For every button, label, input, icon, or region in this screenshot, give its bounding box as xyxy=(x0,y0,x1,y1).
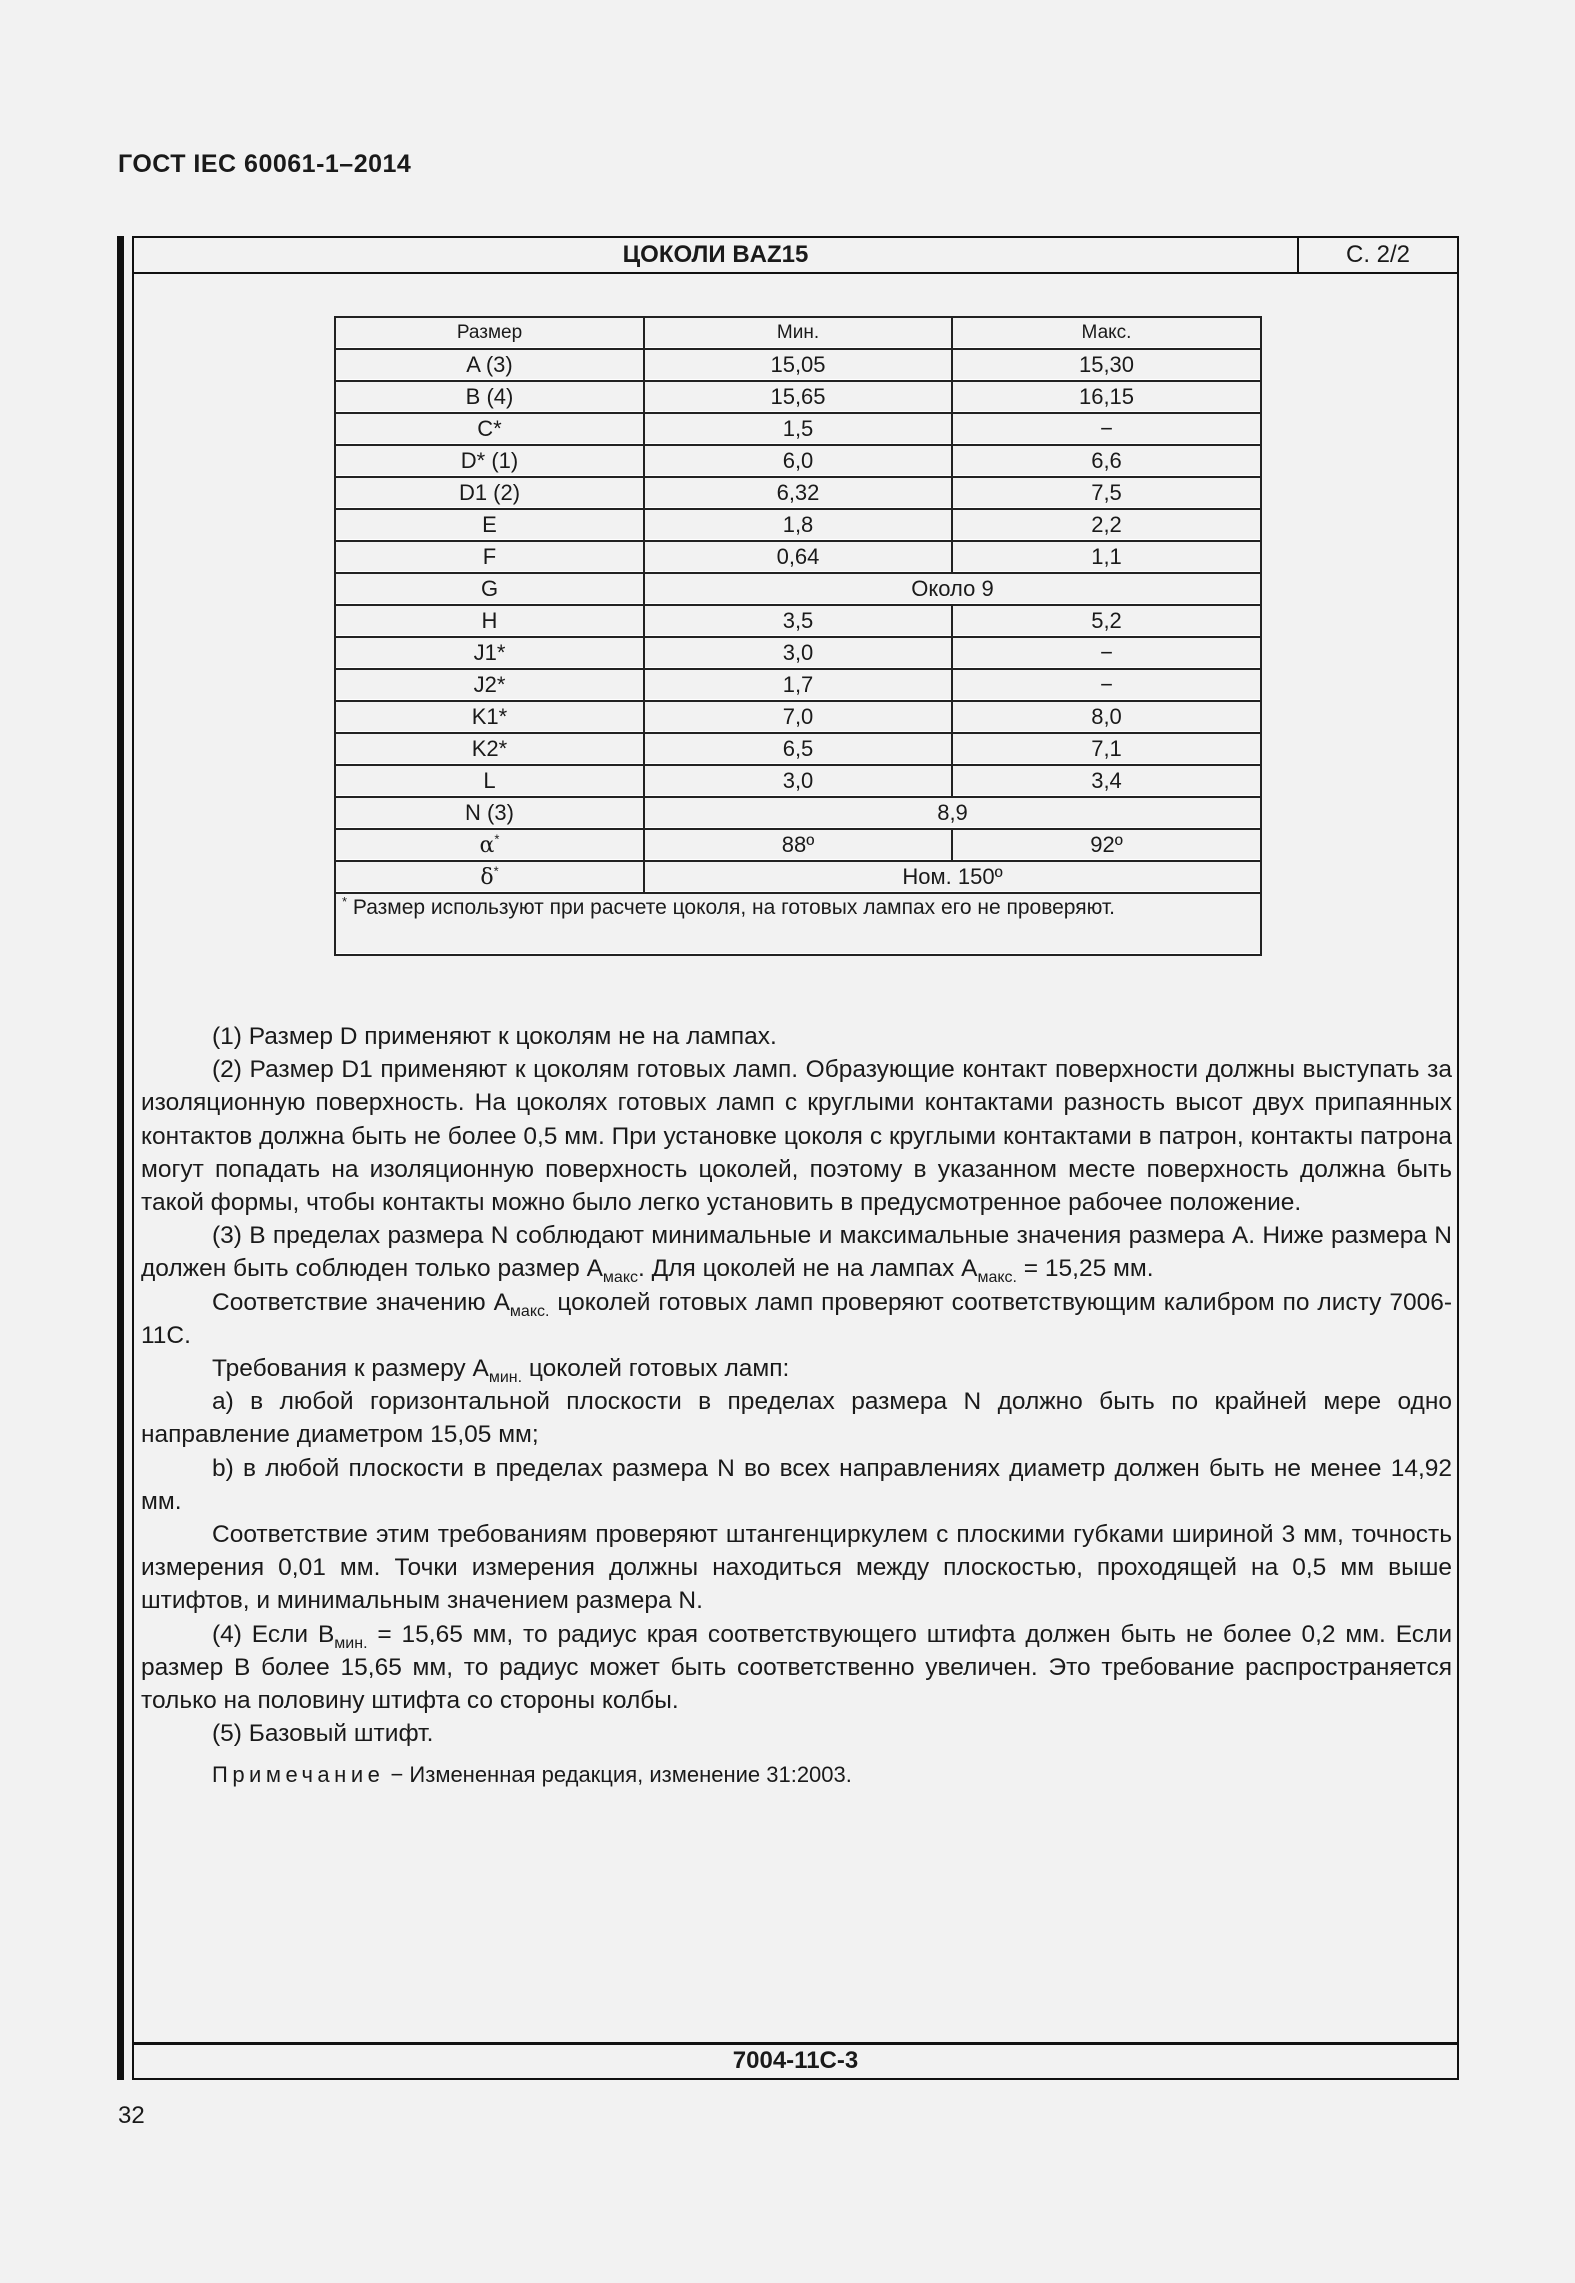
note-2: (2) Размер D1 применяют к цоколям готовых ламп. Образующие контакт поверхности должны выступать за изоляционную поверхность. На цоколях готовых ламп с круглыми контактами разность высот двух припаянных контактов должна быть не более 0,5 мм. При установке цоколя с круглыми контактами в патрон, контакты патрона могут попадать на изоляционную поверхность цоколей, поэтому в указанном месте поверхность должна быть такой формы, чтобы контакты можно было легко установить в предусмотренное рабочее положение. xyxy=(141,1056,1452,1217)
merged-value-cell: 8,9 xyxy=(644,797,1261,829)
subscript-max: макс. xyxy=(509,1302,550,1320)
min-value-cell: 1,8 xyxy=(644,509,952,541)
footnote-marker: * xyxy=(493,863,499,879)
min-value-cell: 1,5 xyxy=(644,413,952,445)
dimensions-table xyxy=(334,316,1262,956)
sheet-footer-code: 7004-11С-3 xyxy=(134,2042,1457,2078)
max-value-cell: 3,4 xyxy=(952,765,1261,797)
dimension-name-cell: L xyxy=(335,765,644,797)
table-row xyxy=(335,541,1261,573)
note-3 xyxy=(141,1219,1452,1285)
note-4-text-a: (4) Если В xyxy=(212,1620,335,1648)
conformity-check: Соответствие этим требованиям проверяют штангенциркулем с плоскими губками шириной 3 мм, точность измерения 0,01 мм. Точки измерения должны находиться между плоскостью, проходящей на 0,5 мм выше штифтов, и минимальным значением размера N. xyxy=(141,1521,1452,1615)
dimension-name-cell: G xyxy=(335,573,644,605)
amendment-text: − Измененная редакция, изменение 31:2003. xyxy=(384,1762,852,1788)
dimension-name-cell xyxy=(335,829,644,861)
requirements-text-b: цоколей готовых ламп: xyxy=(522,1355,790,1383)
min-value-cell: 3,0 xyxy=(644,765,952,797)
sheet-header xyxy=(134,238,1457,274)
amendment-note xyxy=(141,1760,1452,1790)
note-4-text-b: = 15,65 мм, то радиус края соответствующего штифта должен быть не более 0,2 мм. Если размер В более 15,65 мм, то радиус может быть соответственно увеличен. Это требование распространяется только на половину штифта со стороны колбы. xyxy=(141,1620,1452,1715)
footnote-text: Размер используют при расчете цоколя, на готовых лампах его не проверяют. xyxy=(352,896,1116,919)
max-value-cell: 5,2 xyxy=(952,605,1261,637)
subscript-min: мин. xyxy=(488,1368,523,1386)
min-value-cell: 6,32 xyxy=(644,477,952,509)
dimension-name-cell: D1 (2) xyxy=(335,477,644,509)
note-3-text-c: = 15,25 мм. xyxy=(1016,1255,1154,1283)
max-value-cell: − xyxy=(952,669,1261,701)
max-value-cell: 16,15 xyxy=(952,381,1261,413)
document-code: ГОСТ IEC 60061-1–2014 xyxy=(118,150,412,178)
footnote-marker: * xyxy=(494,831,500,847)
max-value-cell: 7,5 xyxy=(952,477,1261,509)
min-value-cell: 1,7 xyxy=(644,669,952,701)
min-value-cell: 3,5 xyxy=(644,605,952,637)
table-row xyxy=(335,701,1261,733)
dimension-name-cell: J1* xyxy=(335,637,644,669)
table-row xyxy=(335,637,1261,669)
subscript-min: мин. xyxy=(334,1634,368,1652)
table-row xyxy=(335,605,1261,637)
note-3-text-a: (3) В пределах размера N соблюдают минимальные и максимальные значения размера А. Ниже размера N должен быть соблюден только размер А xyxy=(141,1222,1452,1283)
min-value-cell: 6,0 xyxy=(644,445,952,477)
min-value-cell: 15,05 xyxy=(644,349,952,381)
requirement-a: а) в любой горизонтальной плоскости в пределах размера N должно быть по крайней мере одно направление диаметром 15,05 мм; xyxy=(141,1388,1452,1449)
table-row xyxy=(335,797,1261,829)
table-row xyxy=(335,477,1261,509)
alpha-symbol: α xyxy=(479,833,495,858)
requirement-b: b) в любой плоскости в пределах размера N во всех направлениях диаметр должен быть не менее 14,92 мм. xyxy=(141,1454,1452,1515)
dimension-name-cell: H xyxy=(335,605,644,637)
sheet-page-indicator: С. 2/2 xyxy=(1345,241,1411,268)
min-value-cell: 15,65 xyxy=(644,381,952,413)
dimension-name-cell xyxy=(335,861,644,893)
merged-value-cell: Ном. 150º xyxy=(644,861,1261,893)
conformity-text-b: цоколей готовых ламп проверяют соответствующим калибром по листу 7006-11С. xyxy=(141,1288,1452,1349)
note-3-conformity xyxy=(141,1286,1452,1352)
dimension-name-cell: J2* xyxy=(335,669,644,701)
table-header-row xyxy=(335,317,1261,349)
table-row-alpha xyxy=(335,829,1261,861)
dimension-name-cell: F xyxy=(335,541,644,573)
requirements-text-a: Требования к размеру А xyxy=(212,1355,489,1383)
notes-section xyxy=(141,1020,1452,1790)
table-row xyxy=(335,445,1261,477)
max-value-cell: 6,6 xyxy=(952,445,1261,477)
max-value-cell: − xyxy=(952,637,1261,669)
sheet-title: ЦОКОЛИ BAZ15 xyxy=(134,238,1299,272)
subscript-max: макс. xyxy=(977,1269,1017,1287)
dimensions-table-body xyxy=(335,349,1261,955)
footnote-marker: * xyxy=(342,894,348,909)
delta-symbol: δ xyxy=(480,865,494,890)
column-header-size: Размер xyxy=(335,317,644,349)
margin-bar xyxy=(117,236,124,2080)
max-value-cell: 92º xyxy=(952,829,1261,861)
table-footnote-row xyxy=(335,893,1261,955)
max-value-cell: 2,2 xyxy=(952,509,1261,541)
max-value-cell: 1,1 xyxy=(952,541,1261,573)
column-header-max: Макс. xyxy=(952,317,1261,349)
min-value-cell: 88º xyxy=(644,829,952,861)
dimension-name-cell: K1* xyxy=(335,701,644,733)
amendment-label: Примечание xyxy=(212,1762,385,1788)
dimension-name-cell: E xyxy=(335,509,644,541)
dimension-name-cell: C* xyxy=(335,413,644,445)
table-row xyxy=(335,669,1261,701)
note-5: (5) Базовый штифт. xyxy=(212,1720,434,1748)
table-row xyxy=(335,733,1261,765)
page-number: 32 xyxy=(118,2102,145,2129)
subscript-max: макс xyxy=(602,1269,638,1287)
table-row xyxy=(335,413,1261,445)
note-4 xyxy=(141,1618,1452,1718)
dimension-name-cell: A (3) xyxy=(335,349,644,381)
min-value-cell: 0,64 xyxy=(644,541,952,573)
dimension-name-cell: K2* xyxy=(335,733,644,765)
table-row xyxy=(335,765,1261,797)
table-row xyxy=(335,573,1261,605)
min-value-cell: 3,0 xyxy=(644,637,952,669)
note-3-text-b: . Для цоколей не на лампах А xyxy=(638,1255,978,1283)
table-row xyxy=(335,381,1261,413)
max-value-cell: − xyxy=(952,413,1261,445)
max-value-cell: 15,30 xyxy=(952,349,1261,381)
column-header-min: Мин. xyxy=(644,317,952,349)
max-value-cell: 8,0 xyxy=(952,701,1261,733)
merged-value-cell: Около 9 xyxy=(644,573,1261,605)
note-1: (1) Размер D применяют к цоколям не на лампах. xyxy=(212,1023,777,1050)
min-value-cell: 6,5 xyxy=(644,733,952,765)
table-footnote xyxy=(335,893,1261,955)
dimension-name-cell: D* (1) xyxy=(335,445,644,477)
table-row xyxy=(335,509,1261,541)
max-value-cell: 7,1 xyxy=(952,733,1261,765)
requirements-intro xyxy=(141,1352,1452,1385)
dimension-name-cell: B (4) xyxy=(335,381,644,413)
table-row xyxy=(335,349,1261,381)
min-value-cell: 7,0 xyxy=(644,701,952,733)
table-row-delta xyxy=(335,861,1261,893)
conformity-text-a: Соответствие значению А xyxy=(212,1288,510,1316)
dimension-name-cell: N (3) xyxy=(335,797,644,829)
